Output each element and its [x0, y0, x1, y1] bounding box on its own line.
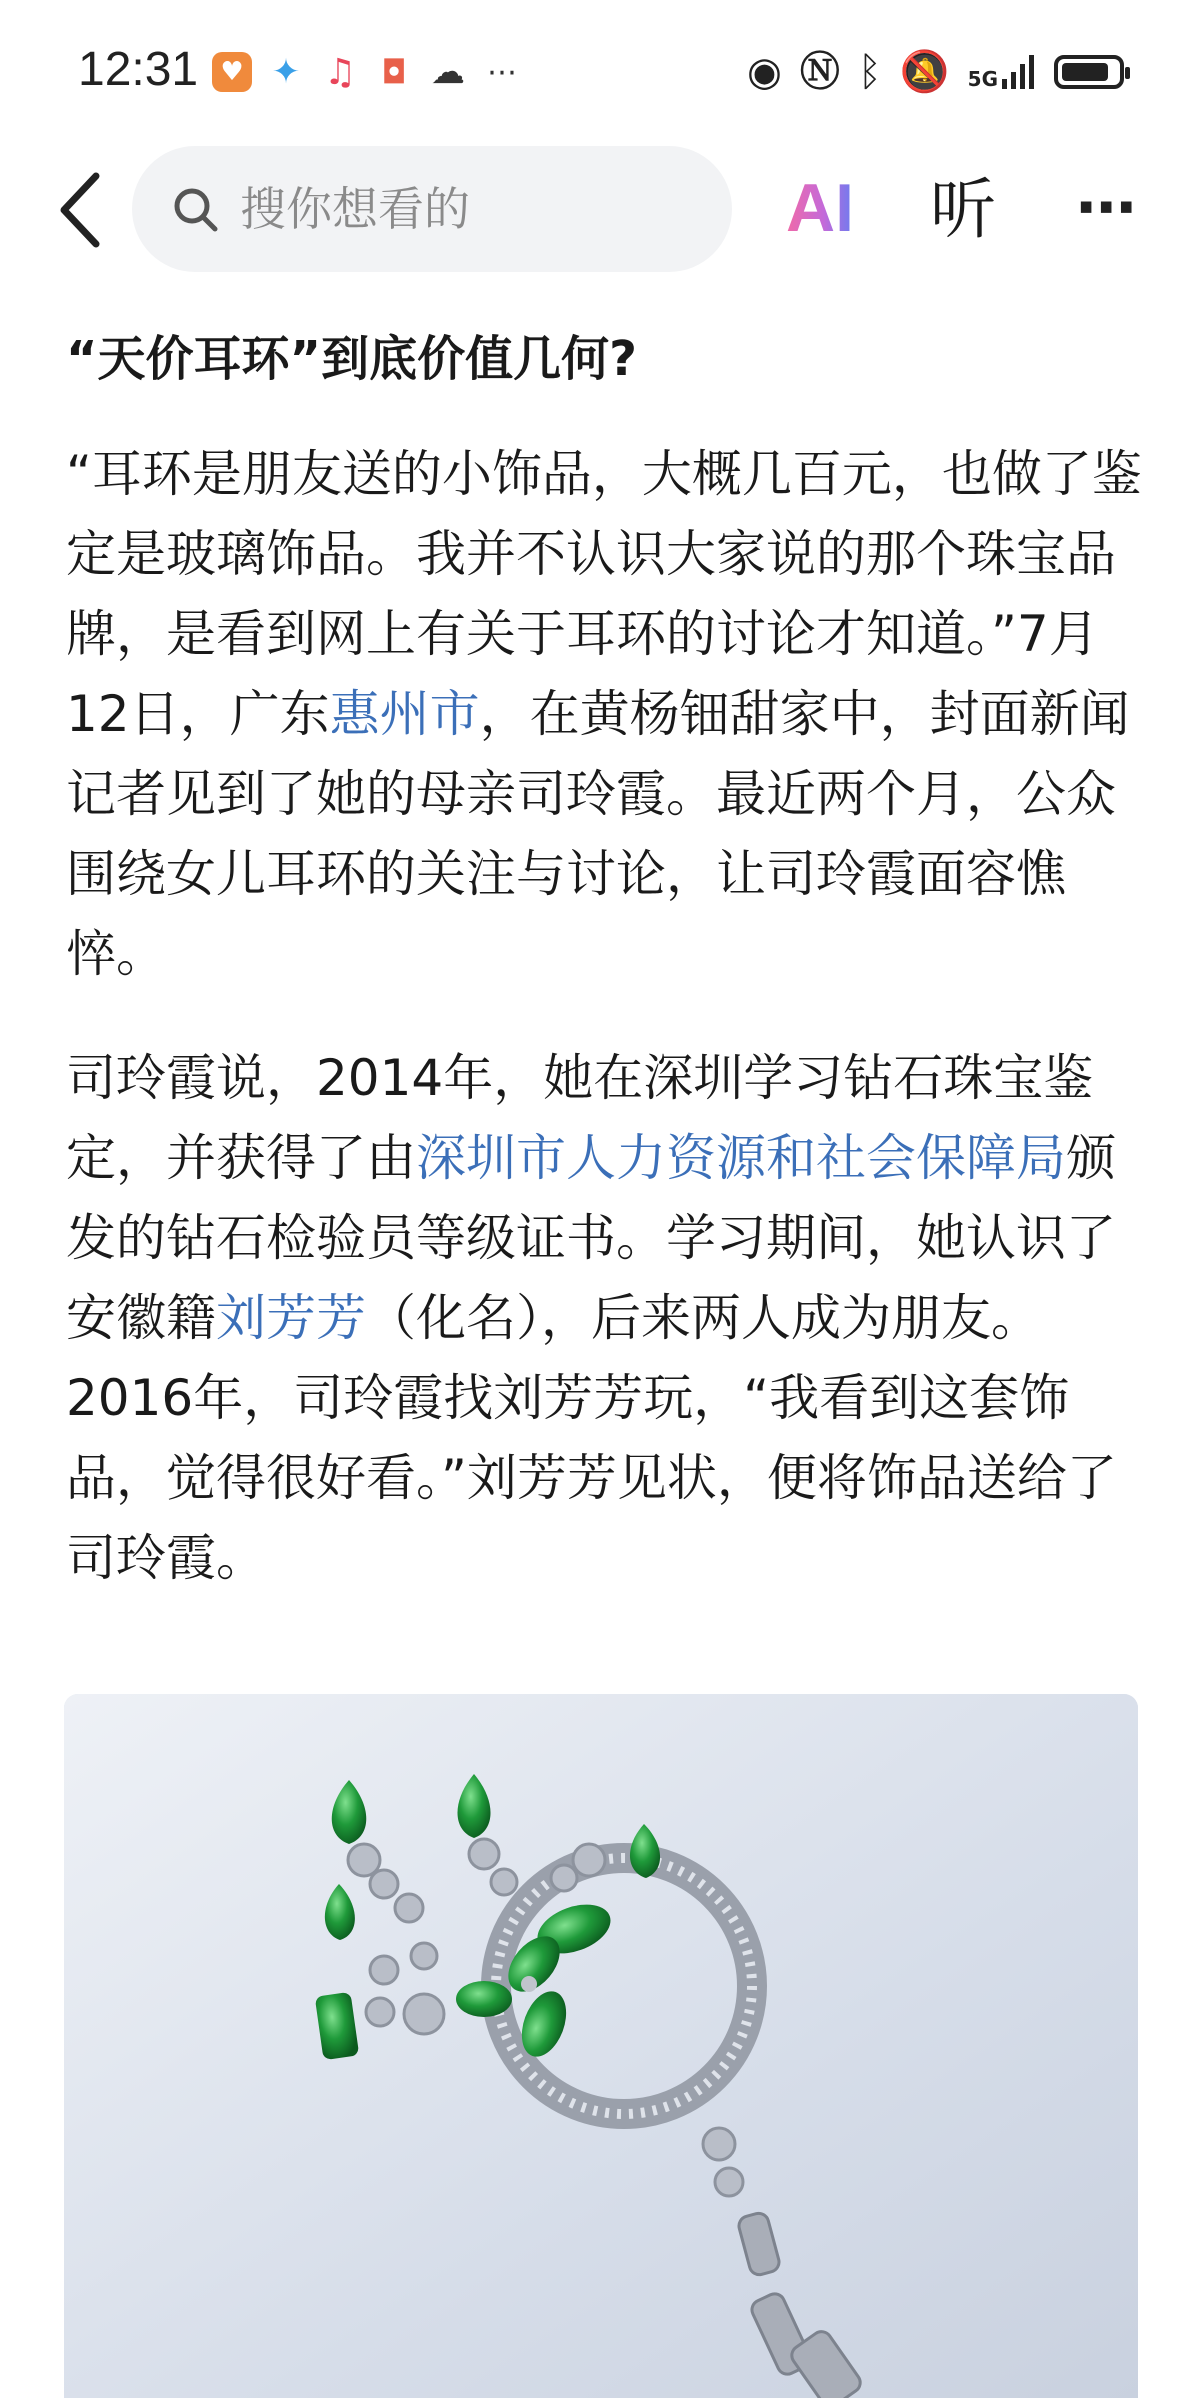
- battery-icon: [1054, 55, 1124, 89]
- app-cup-icon: ◘: [381, 53, 407, 91]
- signal-icon: [968, 55, 1036, 89]
- link-shenzhen-hrss-bureau[interactable]: 深圳市人力资源和社会保障局: [416, 1129, 1066, 1187]
- article-image[interactable]: [64, 1694, 1138, 2398]
- status-bar: [0, 0, 1200, 140]
- search-icon: [172, 186, 220, 234]
- network-label: 5G: [967, 67, 998, 91]
- paragraph-2-text-b: 颁发的钻石检验员等级证书。学习期间，她认识了安徽籍: [66, 1129, 1116, 1347]
- paragraph-1-text-b: ，在黄杨钿甜家中，封面新闻记者见到了她的母亲司玲霞。最近两个月，公众围绕女儿耳环的关注与讨论，让司玲霞面容憔悴。: [66, 685, 1130, 983]
- notification-icons: [212, 52, 522, 92]
- paragraph-2-text-a: 司玲霞说，2014年，她在深圳学习钻石珠宝鉴定，并获得了由: [66, 1049, 1094, 1187]
- paragraph-1-text-a: “耳环是朋友送的小饰品，大概几百元，也做了鉴定是玻璃饰品。我并不认识大家说的那个珠宝品牌，是看到网上有关于耳环的讨论才知道。”7月12日，广东: [66, 445, 1142, 743]
- earring-photo: [64, 1694, 1138, 2398]
- app-heart-icon: ♥: [212, 52, 252, 92]
- link-liu-fangfang[interactable]: 刘芳芳: [216, 1289, 366, 1347]
- system-icons: [747, 48, 1124, 96]
- wechat-icon: ☁: [431, 52, 465, 92]
- search-placeholder: 搜你想看的: [240, 182, 470, 236]
- more-notifications-icon: ⋯: [487, 54, 517, 90]
- paragraph-2-text-c: （化名），后来两人成为朋友。2016年，司玲霞找刘芳芳玩，“我看到这套饰品，觉得很好看。”刘芳芳见状，便将饰品送给了司玲霞。: [66, 1289, 1117, 1587]
- paragraph-1: [66, 434, 1146, 994]
- back-button[interactable]: [52, 168, 112, 252]
- listen-button[interactable]: 听: [930, 171, 996, 248]
- ai-button[interactable]: AI: [786, 166, 854, 250]
- search-input[interactable]: [132, 146, 732, 272]
- signal-bars-icon: [1002, 55, 1036, 89]
- status-time: 12:31: [78, 43, 199, 96]
- app-pinwheel-icon: ✦: [271, 52, 301, 92]
- bluetooth-icon: ᛒ: [857, 49, 882, 95]
- battery-level: [1062, 63, 1108, 81]
- chevron-left-icon: [52, 168, 112, 252]
- link-huizhou[interactable]: 惠州市: [329, 685, 480, 743]
- article-heading: “天价耳环”到底价值几何?: [66, 331, 637, 387]
- paragraph-2: [66, 1038, 1146, 1598]
- article-body: [66, 322, 1146, 1598]
- nfc-icon: Ⓝ: [799, 49, 840, 95]
- mute-icon: 🔕: [899, 49, 950, 95]
- more-button[interactable]: ⋯: [1076, 173, 1140, 243]
- eye-icon: ◉: [746, 49, 782, 95]
- music-icon: ♫: [323, 51, 357, 93]
